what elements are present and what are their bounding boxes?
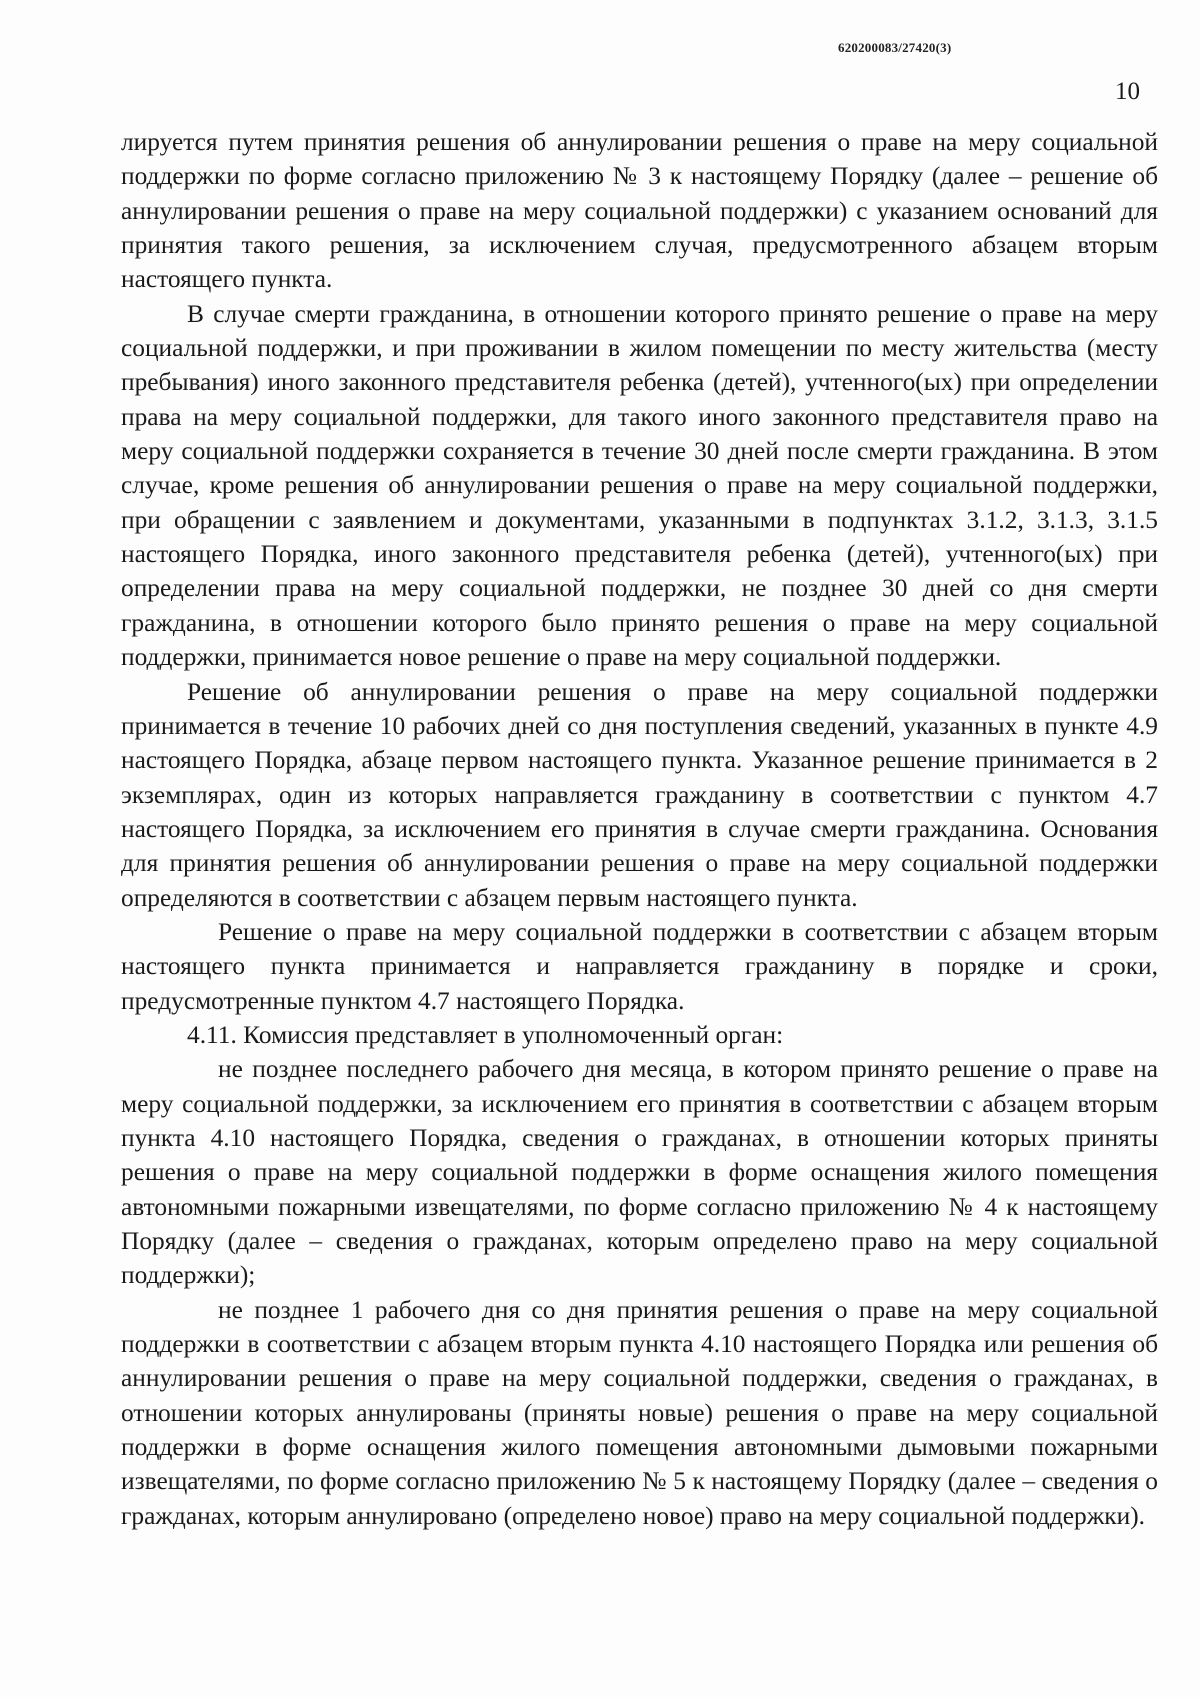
document-id: 620200083/27420(3) <box>838 40 952 55</box>
paragraph-decision-second-abzac: Решение о праве на меру социальной поддержки в соответствии с абзацем вторым настоящего пункта принимается и направляется гражданину в порядке и сроки, предусмотренные пунктом 4.7 настоящего Порядка. <box>121 917 1158 1015</box>
paragraph-monthly-report: не позднее последнего рабочего дня месяца, в котором принято решение о праве на меру социальной поддержки, за исключением его принятия в соответствии с абзацем вторым пункта 4.10 настоящего Порядка, сведения о гражданах, в отношении которых приняты решения о праве на меру социальной поддержки в форме оснащения жилого помещения автономными пожарными извещателями, по форме согласно приложению № 4 к настоящему Порядку (далее – сведения о гражданах, которым определено право на меру социальной поддержки); <box>121 1055 1158 1290</box>
paragraph-annulment-decision: Решение об аннулировании решения о праве на меру социальной поддержки принимается в течение 10 рабочих дней со дня поступления сведений, указанных в пункте 4.9 настоящего Порядка, абзаце первом настоящего пункта. Указанное решение принимается в 2 экземплярах, один из которых направляется гражданину в соответствии с пунктом 4.7 настоящего Порядка, за исключением его принятия в случае смерти гражданина. Основания для принятия решения об аннулировании решения о праве на меру социальной поддержки определяются в соответствии с абзацем первым настоящего пункта. <box>121 677 1158 912</box>
paragraph-death-of-citizen: В случае смерти гражданина, в отношении которого принято решение о праве на меру социальной поддержки, и при проживании в жилом помещении по месту жительства (месту пребывания) иного законного представителя ребенка (детей), учтенного(ых) при определении права на меру социальной поддержки, для такого иного законного представителя право на меру социальной поддержки сохраняется в течение 30 дней после смерти гражданина. В этом случае, кроме решения об аннулировании решения о праве на меру социальной поддержки, при обращении с заявлением и документами, указанными в подпунктах 3.1.2, 3.1.3, 3.1.5 настоящего Порядка, иного законного представителя ребенка (детей), учтенного(ых) при определении права на меру социальной поддержки, не позднее 30 дней со дня смерти гражданина, в отношении которого было принято решения о праве на меру социальной поддержки, принимается новое решение о праве на меру социальной поддержки. <box>121 299 1158 672</box>
paragraph-continuation: лируется путем принятия решения об аннулировании решения о праве на меру социальной поддержки по форме согласно приложению № 3 к настоящему Порядку (далее – решение об аннулировании решения о праве на меру социальной поддержки) с указанием оснований для принятия такого решения, за исключением случая, предусмотренного абзацем вторым настоящего пункта. <box>121 128 1158 294</box>
paragraph-clause-4-11: 4.11. Комиссия представляет в уполномоченный орган: <box>187 1020 784 1049</box>
page-number: 10 <box>1115 78 1140 105</box>
paragraph-one-day-report: не позднее 1 рабочего дня со дня принятия решения о праве на меру социальной поддержки в соответствии с абзацем вторым пункта 4.10 настоящего Порядка или решения об аннулировании решения о праве на меру социальной поддержки, сведения о гражданах, в отношении которых аннулированы (приняты новые) решения о праве на меру социальной поддержки в форме оснащения жилого помещения автономными дымовыми пожарными извещателями, по форме согласно приложению № 5 к настоящему Порядку (далее – сведения о гражданах, которым аннулировано (определено новое) право на меру социальной поддержки). <box>121 1295 1158 1530</box>
document-body <box>121 125 1158 1533</box>
